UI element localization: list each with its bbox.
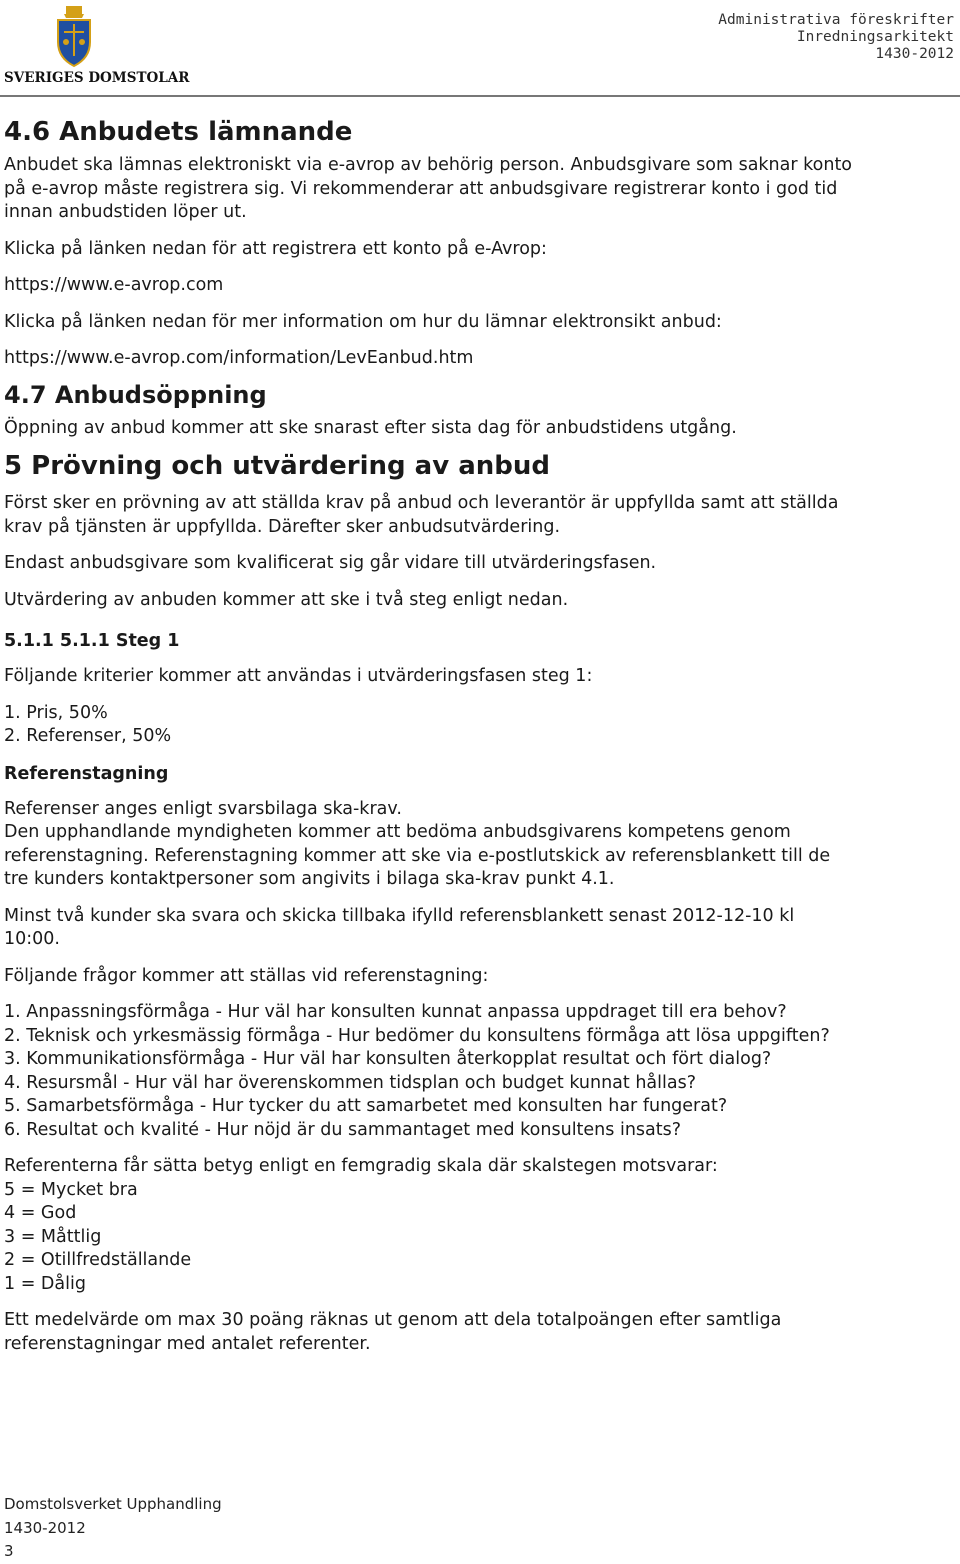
meta-line: Administrativa föreskrifter [718,12,954,28]
paragraph [4,1309,954,1356]
paragraph [4,905,954,952]
text-line: Minst två kunder ska svara och skicka tillbaka ifylld referensblankett senast 2012-12-10 kl [4,905,795,926]
heading-referenstagning: Referenstagning [4,763,169,784]
text-line: tre kunders kontaktpersoner som angivits i bilaga ska-krav punkt 4.1. [4,869,615,889]
text-line: på e-avrop måste registrera sig. Vi rekommenderar att anbudsgivare registrerar konto i god tid [4,178,838,199]
text-line: innan anbudstiden löper ut. [4,202,247,222]
criteria-list [4,702,954,749]
list-item: 2 = Otillfredställande [4,1250,192,1270]
text-line: Ett medelvärde om max 30 poäng räknas ut genom att dela totalpoängen efter samtliga [4,1310,782,1330]
page-header [0,0,960,96]
paragraph: Öppning av anbud kommer att ske snarast efter sista dag för anbudstidens utgång. [4,417,737,438]
crest-icon [52,4,96,68]
questions-intro: Följande frågor kommer att ställas vid referenstagning: [4,965,489,986]
list-item: 6. Resultat och kvalité - Hur nöjd är du sammantaget med konsultens insats? [4,1119,682,1140]
scale-block [4,1155,954,1296]
text-line: referenstagning. Referenstagning kommer att ske via e-postlutskick av referensblankett till de [4,845,831,866]
list-item: 4. Resursmål - Hur väl har överenskommen tidsplan och budget kunnat hållas? [4,1072,697,1093]
info-link[interactable]: https://www.e-avrop.com/information/LevEanbud.htm [4,348,474,368]
text-line: Referenser anges enligt svarsbilaga ska-krav. [4,798,402,819]
list-item: 2. Referenser, 50% [4,726,172,746]
meta-line: Inredningsarkitekt [796,29,954,45]
criteria-intro: Följande kriterier kommer att användas i utvärderingsfasen steg 1: [4,666,593,686]
logo-text: SVERIGES DOMSTOLAR [4,70,190,86]
list-item: 1. Pris, 50% [4,702,108,723]
text-line: referenstagningar med antalet referenter. [4,1333,371,1354]
list-item: 5 = Mycket bra [4,1179,138,1200]
questions-list [4,1001,954,1142]
text-line: krav på tjänsten är uppfyllda. Därefter sker anbudsutvärdering. [4,516,561,537]
register-link[interactable]: https://www.e-avrop.com [4,275,224,295]
list-item: 1 = Dålig [4,1273,86,1294]
list-item: 4 = God [4,1203,77,1223]
paragraph [4,492,954,539]
text-line: Den upphandlande myndigheten kommer att bedöma anbudsgivarens kompetens genom [4,822,791,842]
document-body [4,116,954,1369]
paragraph [4,154,954,225]
page-footer [4,1493,222,1564]
meta-line: 1430-2012 [875,46,954,62]
list-item: 2. Teknisk och yrkesmässig förmåga - Hur bedömer du konsultens förmåga att lösa uppgiften? [4,1025,830,1046]
heading-steg-1: 5.1.1 5.1.1 Steg 1 [4,631,180,651]
paragraph: Endast anbudsgivare som kvalificerat sig går vidare till utvärderingsfasen. [4,553,657,573]
info-text: Klicka på länken nedan för mer information om hur du lämnar elektronsikt anbud: [4,311,722,332]
heading-4-6: 4.6 Anbudets lämnande [4,117,353,147]
paragraph: Utvärdering av anbuden kommer att ske i två steg enligt nedan. [4,589,569,610]
list-item: 3 = Måttlig [4,1226,102,1247]
header-divider [0,95,960,97]
logo [4,4,190,88]
paragraph [4,798,954,892]
footer-ref: 1430-2012 [4,1518,86,1537]
footer-org: Domstolsverket Upphandling [4,1495,222,1513]
page-number: 3 [4,1542,14,1560]
text-line: Anbudet ska lämnas elektroniskt via e-avrop av behörig person. Anbudsgivare som saknar konto [4,155,853,175]
register-text: Klicka på länken nedan för att registrera ett konto på e-Avrop: [4,238,547,259]
heading-4-7: 4.7 Anbudsöppning [4,380,267,409]
list-item: 5. Samarbetsförmåga - Hur tycker du att samarbetet med konsulten har fungerat? [4,1096,728,1116]
text-line: Först sker en prövning av att ställda krav på anbud och leverantör är uppfyllda samt att ställda [4,493,839,513]
scale-intro: Referenterna får sätta betyg enligt en femgradig skala där skalstegen motsvarar: [4,1156,718,1176]
document-meta [718,12,954,63]
text-line: 10:00. [4,929,60,949]
list-item: 1. Anpassningsförmåga - Hur väl har konsulten kunnat anpassa uppdraget till era behov? [4,1002,787,1022]
heading-5: 5 Prövning och utvärdering av anbud [4,451,550,481]
list-item: 3. Kommunikationsförmåga - Hur väl har konsulten återkopplat resultat och fört dialog? [4,1049,772,1069]
